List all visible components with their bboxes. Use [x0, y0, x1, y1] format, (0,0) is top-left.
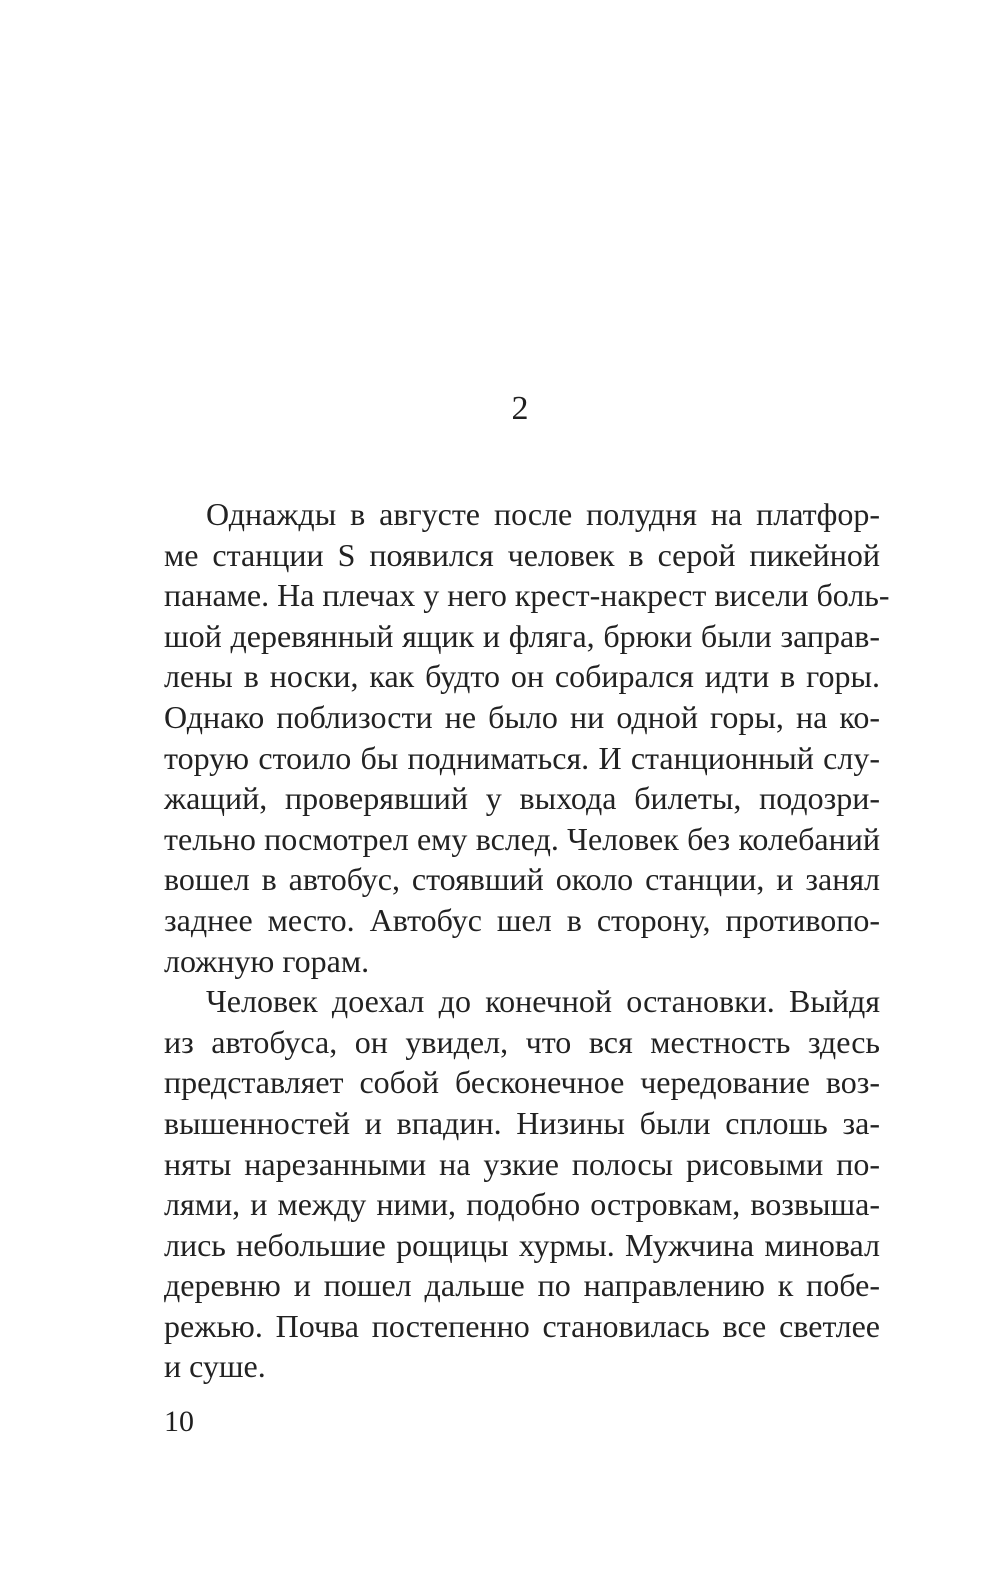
- text-line: няты нарезанными на узкие полосы рисовыми по-: [164, 1145, 880, 1182]
- text-line: тельно посмотрел ему вслед. Человек без колебаний: [164, 820, 880, 857]
- paragraph-2: [164, 981, 880, 1387]
- text-line: вышенностей и впадин. Низины были сплошь за-: [164, 1104, 880, 1141]
- text-line: торую стоило бы подниматься. И станционный слу-: [164, 739, 880, 776]
- text-line: лями, и между ними, подобно островкам, возвыша-: [164, 1186, 880, 1223]
- text-line: лись небольшие рощицы хурмы. Мужчина миновал: [164, 1226, 880, 1263]
- body-text: [164, 494, 890, 1387]
- text-line: и суше.: [164, 1348, 266, 1385]
- text-line: жащий, проверявший у выхода билеты, подозри-: [164, 780, 880, 817]
- text-line: Однако поблизости не было ни одной горы, на ко-: [164, 698, 880, 735]
- text-line: режью. Почва постепенно становилась все светлее: [164, 1307, 880, 1344]
- text-line: из автобуса, он увидел, что вся местность здесь: [164, 1023, 880, 1060]
- text-line: шой деревянный ящик и фляга, брюки были заправ-: [164, 617, 880, 654]
- text-line: лены в носки, как будто он собирался идти в горы.: [164, 658, 880, 695]
- chapter-number: 2: [511, 390, 529, 427]
- text-line: представляет собой бесконечное чередование воз-: [164, 1064, 880, 1101]
- text-line: Однажды в августе после полудня на платфор-: [206, 496, 880, 532]
- text-line: Человек доехал до конечной остановки. Выйдя: [206, 983, 880, 1020]
- text-line: вошел в автобус, стоявший около станции, и занял: [164, 861, 880, 898]
- text-line: панаме. На плечах у него крест-накрест висели боль-: [164, 577, 890, 614]
- page-number: 10: [164, 1405, 194, 1438]
- text-line: ложную горам.: [164, 942, 370, 979]
- text-line: ме станции S появился человек в серой пикейной: [164, 536, 880, 573]
- text-line: заднее место. Автобус шел в сторону, противопо-: [164, 901, 880, 938]
- paragraph-1: [164, 494, 890, 981]
- text-line: деревню и пошел дальше по направлению к побе-: [164, 1267, 880, 1304]
